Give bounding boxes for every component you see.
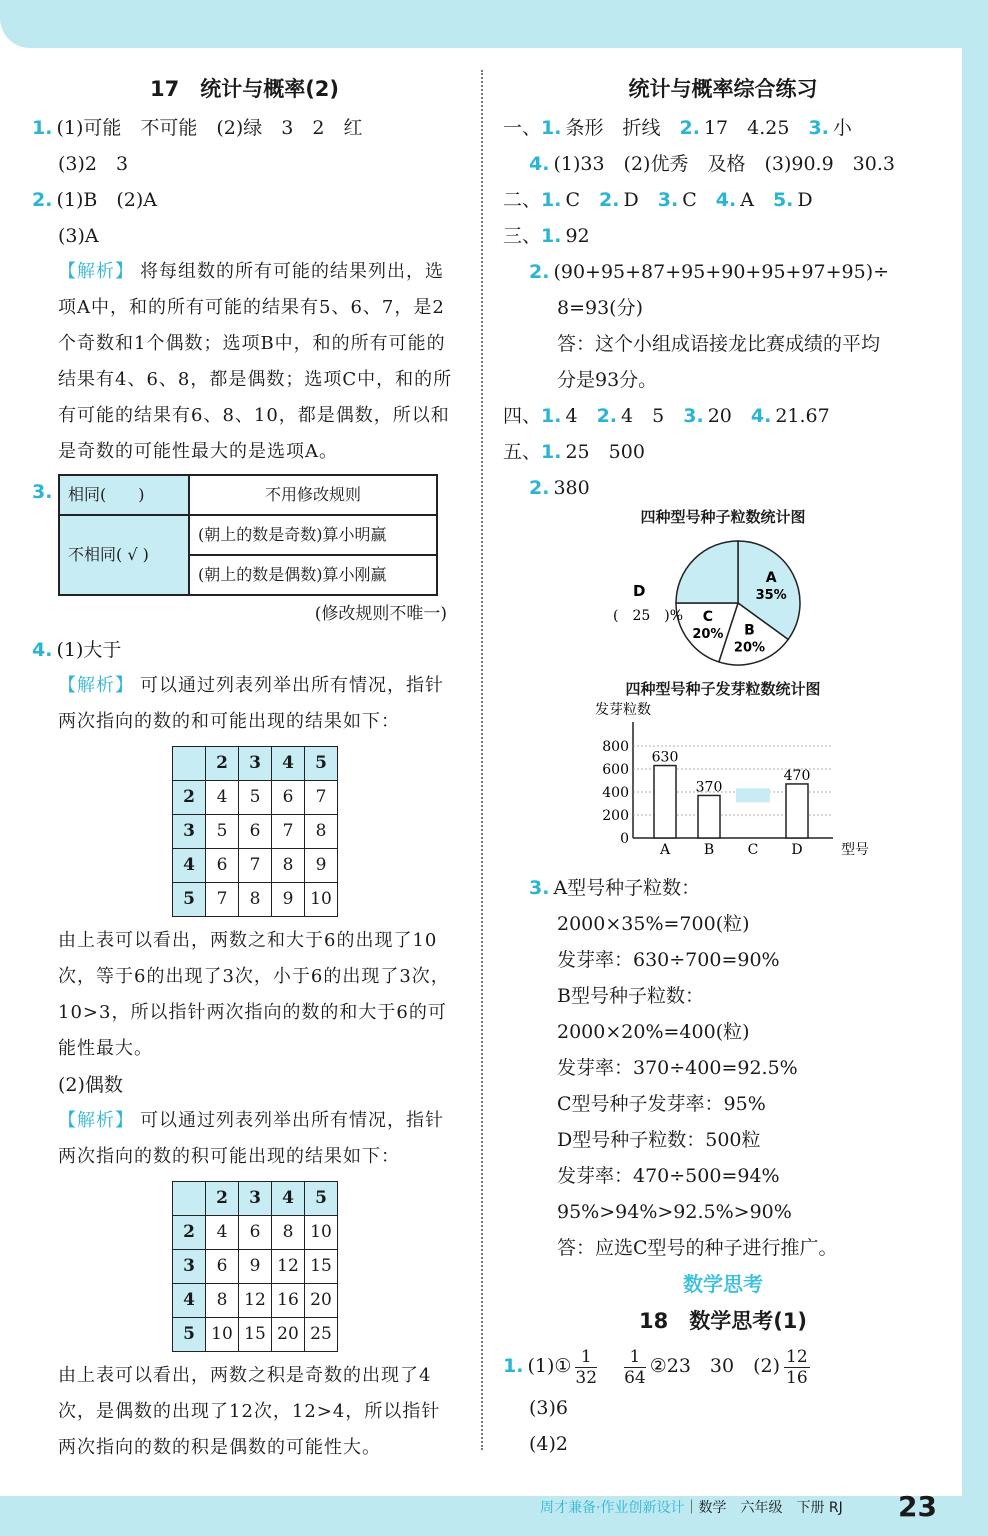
s4-line [503,398,943,434]
product-table-cell: 10 [305,1216,338,1250]
sum-table-cell: 5 [206,815,239,849]
bar-value-label-b: 370 [695,779,723,796]
product-table-cell: 25 [305,1318,338,1352]
product-table-cell: 20 [272,1318,305,1352]
footer-brand: 周才兼备·作业创新设计 [540,1500,685,1516]
bar-a [654,766,676,838]
product-table-cell: 15 [239,1318,272,1352]
sum-table-cell: 6 [206,849,239,883]
sum-table-row [173,747,338,781]
frac3-numerator: 12 [786,1346,808,1367]
s4-a3: 20 [707,405,732,427]
product-table-row [173,1284,338,1318]
bar-chart-svg [503,700,943,870]
s4-n4: 4. [750,405,772,427]
s4-label: 四、 [503,405,542,427]
bar-xlabel: 型号 [841,842,869,858]
product-table-row [173,1216,338,1250]
s5-a1: 25 500 [565,441,645,463]
s5-line1 [503,434,943,470]
diff-rule-2-cell: (朝上的数是偶数)算小刚赢 [189,555,437,595]
rq3-line-3: B型号种子粒数： [557,985,704,1007]
frac1-denominator: 32 [575,1367,598,1388]
sum-table-cell: 9 [272,883,305,917]
frac1-numerator: 1 [575,1347,597,1368]
section-title-review: 统计与概率综合练习 [628,77,818,101]
t1-number: 1. [503,1355,524,1377]
s4-a2: 4 5 [621,405,665,427]
t1-part1: (1)① [527,1355,572,1377]
sum-table-cell: 2 [173,781,206,815]
section-title-18: 18 数学思考(1) [638,1309,808,1333]
bar-category-label: D [791,842,803,858]
product-table-cell: 16 [272,1284,305,1318]
sum-table-cell: 7 [239,849,272,883]
q4-conclusion-2: 由上表可以看出，两数之积是奇数的出现了4次，是偶数的出现了12次，12>4，所以指针两次指向的数的积是偶数的可能性大。 [58,1365,441,1458]
t1-line3: (4)2 [529,1433,569,1455]
product-table-cell: 5 [173,1318,206,1352]
s2-a5: D [797,189,813,211]
s3-a1: 92 [565,225,590,247]
sum-table-cell: 5 [239,781,272,815]
sum-table [172,746,338,917]
pie-chart-title: 四种型号种子粒数统计图 [640,508,806,526]
bar-ytick-label: 800 [602,739,629,755]
right-column [503,70,943,1462]
q1-answer-1: (1)可能 不可能 (2)绿 3 2 红 [56,117,363,139]
t1-part2: ②23 30 (2) [649,1355,781,1377]
q4-explanation-2-text: 可以通过列表列举出所有情况，指针两次指向的数的积可能出现的结果如下： [58,1110,444,1167]
bar-b [698,795,720,838]
s1-n4: 4. [529,153,550,175]
t1-line2: (3)6 [529,1397,569,1419]
diff-rule-1-cell: (朝上的数是奇数)算小明赢 [189,515,437,555]
q1-line1 [32,110,457,146]
sum-table-cell: 7 [305,781,338,815]
bar-chart [503,700,943,870]
s4-n3: 3. [683,405,704,427]
fraction-1-64 [624,1347,646,1388]
pie-label-c: C [702,608,714,625]
s3-calc-2: 8=93(分) [557,297,644,319]
pie-label-d: D [633,582,646,600]
explanation-tag: 【解析】 [58,261,134,282]
q2-explanation-text: 将每组数的所有可能的结果列出，选项A中，和的所有可能的结果有5、6、7，是2个奇数和1个偶数；选项B中，和的所有可能的结果有4、6、8，都是偶数；选项C中，和的所有可能的结果有6、8、10，都是偶数，所以和是奇数的可能性最大的是选项A。 [58,261,453,462]
rule-table [58,474,438,596]
s5-line2 [503,470,943,506]
rq3-line-0: A型号种子粒数： [553,877,701,899]
q2-answer-1: (1)B (2)A [56,189,157,211]
sum-table-cell: 6 [239,815,272,849]
q4-number: 4. [32,639,53,661]
product-table-row [173,1318,338,1352]
sum-table-cell: 6 [272,781,305,815]
q1-number: 1. [32,117,53,139]
product-table-cell: 10 [206,1318,239,1352]
sum-table-row [173,781,338,815]
sum-table-cell: 3 [239,747,272,781]
left-column [32,70,457,1466]
sum-table-cell [173,747,206,781]
pie-chart-svg [503,528,943,678]
explanation-tag: 【解析】 [58,1110,134,1131]
bar-category-label: B [703,842,715,858]
sum-table-cell: 7 [272,815,305,849]
s1-n2: 2. [679,117,700,139]
product-table-row [173,1250,338,1284]
s2-a3: C [682,189,697,211]
bar-ytick-label: 200 [602,808,629,824]
fraction-12-16 [784,1347,810,1388]
s3-n2: 2. [529,261,550,283]
s1-a3: 小 [832,117,852,139]
bar-value-label-a: 630 [651,749,679,766]
rq3-line-6: C型号种子发芽率：95% [557,1093,766,1115]
bar-value-label-d: 470 [783,767,811,784]
q2-explanation [32,254,457,470]
product-table-cell: 6 [239,1216,272,1250]
pie-slice-d [676,541,738,603]
q4-conclusion-1: 由上表可以看出，两数之和大于6的出现了10次，等于6的出现了3次，小于6的出现了3次，10>3，所以指针两次指向的数的和大于6的可能性最大。 [58,930,450,1059]
rq3-line-2: 发芽率：630÷700=90% [557,949,780,971]
frac2-denominator: 64 [624,1367,646,1388]
s1-a4: (1)33 (2)优秀 及格 (3)90.9 30.3 [553,153,895,175]
bar-ylabel: 发芽粒数 [595,702,651,718]
diff-cell: 不相同( √ ) [59,515,189,595]
s2-n3: 3. [657,189,679,211]
right-decoration-band [962,0,988,1536]
s5-a2: 380 [553,477,590,499]
same-cell: 相同( ) [59,475,189,515]
product-table-cell: 5 [305,1182,338,1216]
q4-explanation-1-text: 可以通过列表列举出所有情况，指针两次指向的数的和可能出现的结果如下： [58,675,444,732]
s4-a4: 21.67 [775,405,830,427]
pie-value-a: 35% [755,588,787,604]
bar-ytick-label: 0 [620,831,629,847]
sum-table-cell: 3 [173,815,206,849]
pie-label-a: A [765,570,777,587]
sum-table-cell: 8 [272,849,305,883]
top-decoration-band [0,0,988,48]
product-table-cell: 12 [239,1284,272,1318]
sum-table-row [173,849,338,883]
q4-part1: (1)大于 [56,639,122,661]
product-table-cell: 2 [173,1216,206,1250]
rq3-line-7: D型号种子粒数：500粒 [557,1129,761,1151]
product-table [172,1181,338,1352]
q2-line1 [32,182,457,218]
s3-n1: 1. [541,225,562,247]
s2-label: 二、 [503,189,542,211]
pie-value-b: 20% [733,640,766,656]
s3-line1 [503,218,943,254]
fraction-1-32 [575,1347,597,1388]
q4-explanation-2 [32,1103,457,1175]
sum-table-cell: 5 [173,883,206,917]
explanation-tag: 【解析】 [58,675,134,696]
s4-n1: 1. [541,405,562,427]
sum-table-cell: 4 [272,747,305,781]
pie-value-c: 20% [692,626,724,642]
bar-c-placeholder [736,788,770,802]
product-table-cell: 3 [173,1250,206,1284]
product-table-cell: 12 [272,1250,305,1284]
math-thinking-banner: 数学思考 [683,1272,763,1296]
s1-n3: 3. [808,117,829,139]
s2-line [503,182,943,218]
s1-line2 [503,146,943,182]
s3-line2 [503,254,943,290]
s2-n4: 4. [715,189,737,211]
s3-label: 三、 [503,225,542,247]
q2-number: 2. [32,189,53,211]
q3-block [32,474,457,596]
bar-chart-title: 四种型号种子发芽粒数统计图 [625,680,821,698]
s5-n1: 1. [541,441,562,463]
s5-n2: 2. [529,477,550,499]
s3-answer-2: 分是93分。 [557,369,658,391]
product-table-cell: 8 [206,1284,239,1318]
rq3-number: 3. [529,877,550,899]
q4-part2: (2)偶数 [58,1074,123,1096]
bar-ytick-label: 400 [602,785,629,801]
product-table-cell: 6 [206,1250,239,1284]
q2-answer-2: (3)A [58,225,99,247]
s2-n2: 2. [599,189,620,211]
frac3-denominator: 16 [786,1367,808,1388]
s2-a4: A [740,189,754,211]
product-table-row [173,1182,338,1216]
product-table-cell: 4 [272,1182,305,1216]
product-table-cell: 4 [206,1216,239,1250]
product-table-cell [173,1182,206,1216]
pie-value-d: ( 25 )% [613,608,684,624]
product-table-cell: 8 [272,1216,305,1250]
sum-table-cell: 4 [206,781,239,815]
s1-line1 [503,110,943,146]
product-table-cell: 9 [239,1250,272,1284]
sum-table-cell: 4 [173,849,206,883]
product-table-cell: 20 [305,1284,338,1318]
sum-table-cell: 5 [305,747,338,781]
product-table-cell: 2 [206,1182,239,1216]
s1-a1: 条形 折线 [565,117,661,139]
sum-table-cell: 9 [305,849,338,883]
s3-calc-1: (90+95+87+95+90+95+97+95)÷ [553,261,890,283]
q3-number: 3. [32,481,53,503]
s3-answer-1: 答：这个小组成语接龙比赛成绩的平均 [557,333,881,355]
s4-a1: 4 [565,405,578,427]
section-title-17: 17 统计与概率(2) [149,77,340,101]
frac2-numerator: 1 [624,1347,646,1368]
sum-table-cell: 7 [206,883,239,917]
q4-explanation-1 [32,668,457,740]
bar-category-label: C [747,842,759,858]
sum-table-cell: 10 [305,883,338,917]
q3-header [503,870,943,906]
same-rule-cell: 不用修改规则 [189,475,437,515]
q4-line1 [32,632,457,668]
s1-label: 一、 [503,117,542,139]
t1-line1 [503,1342,943,1390]
rq3-line-9: 95%>94%>92.5%>90% [557,1201,792,1223]
product-table-cell: 15 [305,1250,338,1284]
sum-table-cell: 8 [305,815,338,849]
bar-d [786,784,808,838]
product-table-cell: 4 [173,1284,206,1318]
page-number: 23 [898,1490,937,1523]
sum-table-row [173,883,338,917]
s1-a2: 17 4.25 [703,117,790,139]
s2-n1: 1. [541,189,562,211]
bar-category-label: A [659,842,671,858]
s1-n1: 1. [541,117,562,139]
pie-chart [503,528,943,678]
sum-table-row [173,815,338,849]
rq3-line-4: 2000×20%=400(粒) [557,1021,750,1043]
sum-table-cell: 8 [239,883,272,917]
q1-answer-2: (3)2 3 [58,153,129,175]
s2-a1: C [565,189,581,211]
footer-subject: ｜数学 六年级 下册 RJ [684,1500,843,1516]
bar-ytick-label: 600 [602,762,629,778]
product-table-cell: 3 [239,1182,272,1216]
s2-a2: D [623,189,639,211]
q3-note: (修改规则不唯一) [314,604,447,624]
pie-label-b: B [744,622,755,639]
s4-n2: 2. [596,405,618,427]
rq3-line-1: 2000×35%=700(粒) [557,913,750,935]
rq3-line-5: 发芽率：370÷400=92.5% [557,1057,798,1079]
rq3-line-8: 发芽率：470÷500=94% [557,1165,780,1187]
column-divider [481,70,483,1450]
rq3-line-10: 答：应选C型号的种子进行推广。 [557,1237,838,1259]
footer [540,1497,843,1517]
sum-table-cell: 2 [206,747,239,781]
s2-n5: 5. [772,189,794,211]
s5-label: 五、 [503,441,542,463]
